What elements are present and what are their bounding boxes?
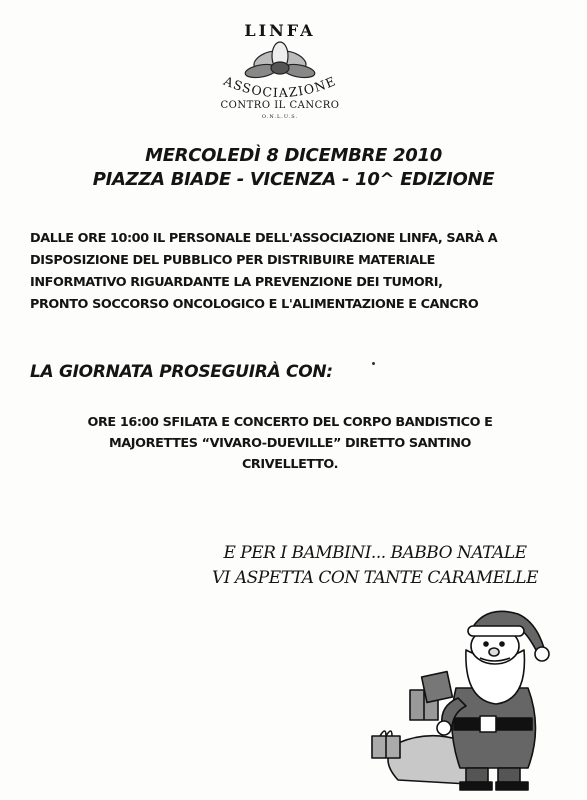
logo-arc-text: ASSOCIAZIONE — [221, 73, 339, 101]
logo-title: LINFA — [244, 21, 316, 40]
intro-line: DISPOSIZIONE DEL PUBBLICO PER DISTRIBUIRE MATERIALE — [30, 253, 436, 268]
event-paragraph — [60, 412, 520, 475]
intro-paragraph — [30, 228, 555, 316]
logo-subtitle: CONTRO IL CANCRO — [220, 100, 340, 111]
lotus-flower-icon — [195, 18, 365, 108]
closing-message — [175, 541, 575, 591]
intro-line: DALLE ORE 10:00 IL PERSONALE DELL'ASSOCIAZIONE LINFA, SARÀ A — [30, 231, 498, 246]
event-line: CRIVELLETTO. — [241, 457, 339, 472]
association-logo — [195, 18, 365, 128]
event-location-headline: PIAZZA BIADE - VICENZA - 10^ EDIZIONE — [92, 169, 495, 190]
closing-line: E PER I BAMBINI... BABBO NATALE — [223, 543, 527, 563]
intro-line: PRONTO SOCCORSO ONCOLOGICO E L'ALIMENTAZIONE E CANCRO — [30, 297, 479, 312]
svg-text:ASSOCIAZIONE — [221, 73, 339, 100]
santa-claus-icon — [368, 608, 558, 793]
intro-line: INFORMATIVO RIGUARDANTE LA PREVENZIONE DEI TUMORI, — [30, 275, 443, 290]
event-line: MAJORETTES “VIVARO-DUEVILLE” DIRETTO SANTINO — [108, 436, 472, 451]
logo-onlus: O.N.L.U.S. — [261, 114, 299, 120]
event-date-headline: MERCOLEDÌ 8 DICEMBRE 2010 — [145, 145, 442, 166]
section-title: LA GIORNATA PROSEGUIRÀ CON: — [30, 362, 333, 382]
closing-line: VI ASPETTA CON TANTE CARAMELLE — [211, 568, 538, 588]
speck-decoration — [372, 362, 375, 365]
event-line: ORE 16:00 SFILATA E CONCERTO DEL CORPO BANDISTICO E — [87, 415, 493, 430]
